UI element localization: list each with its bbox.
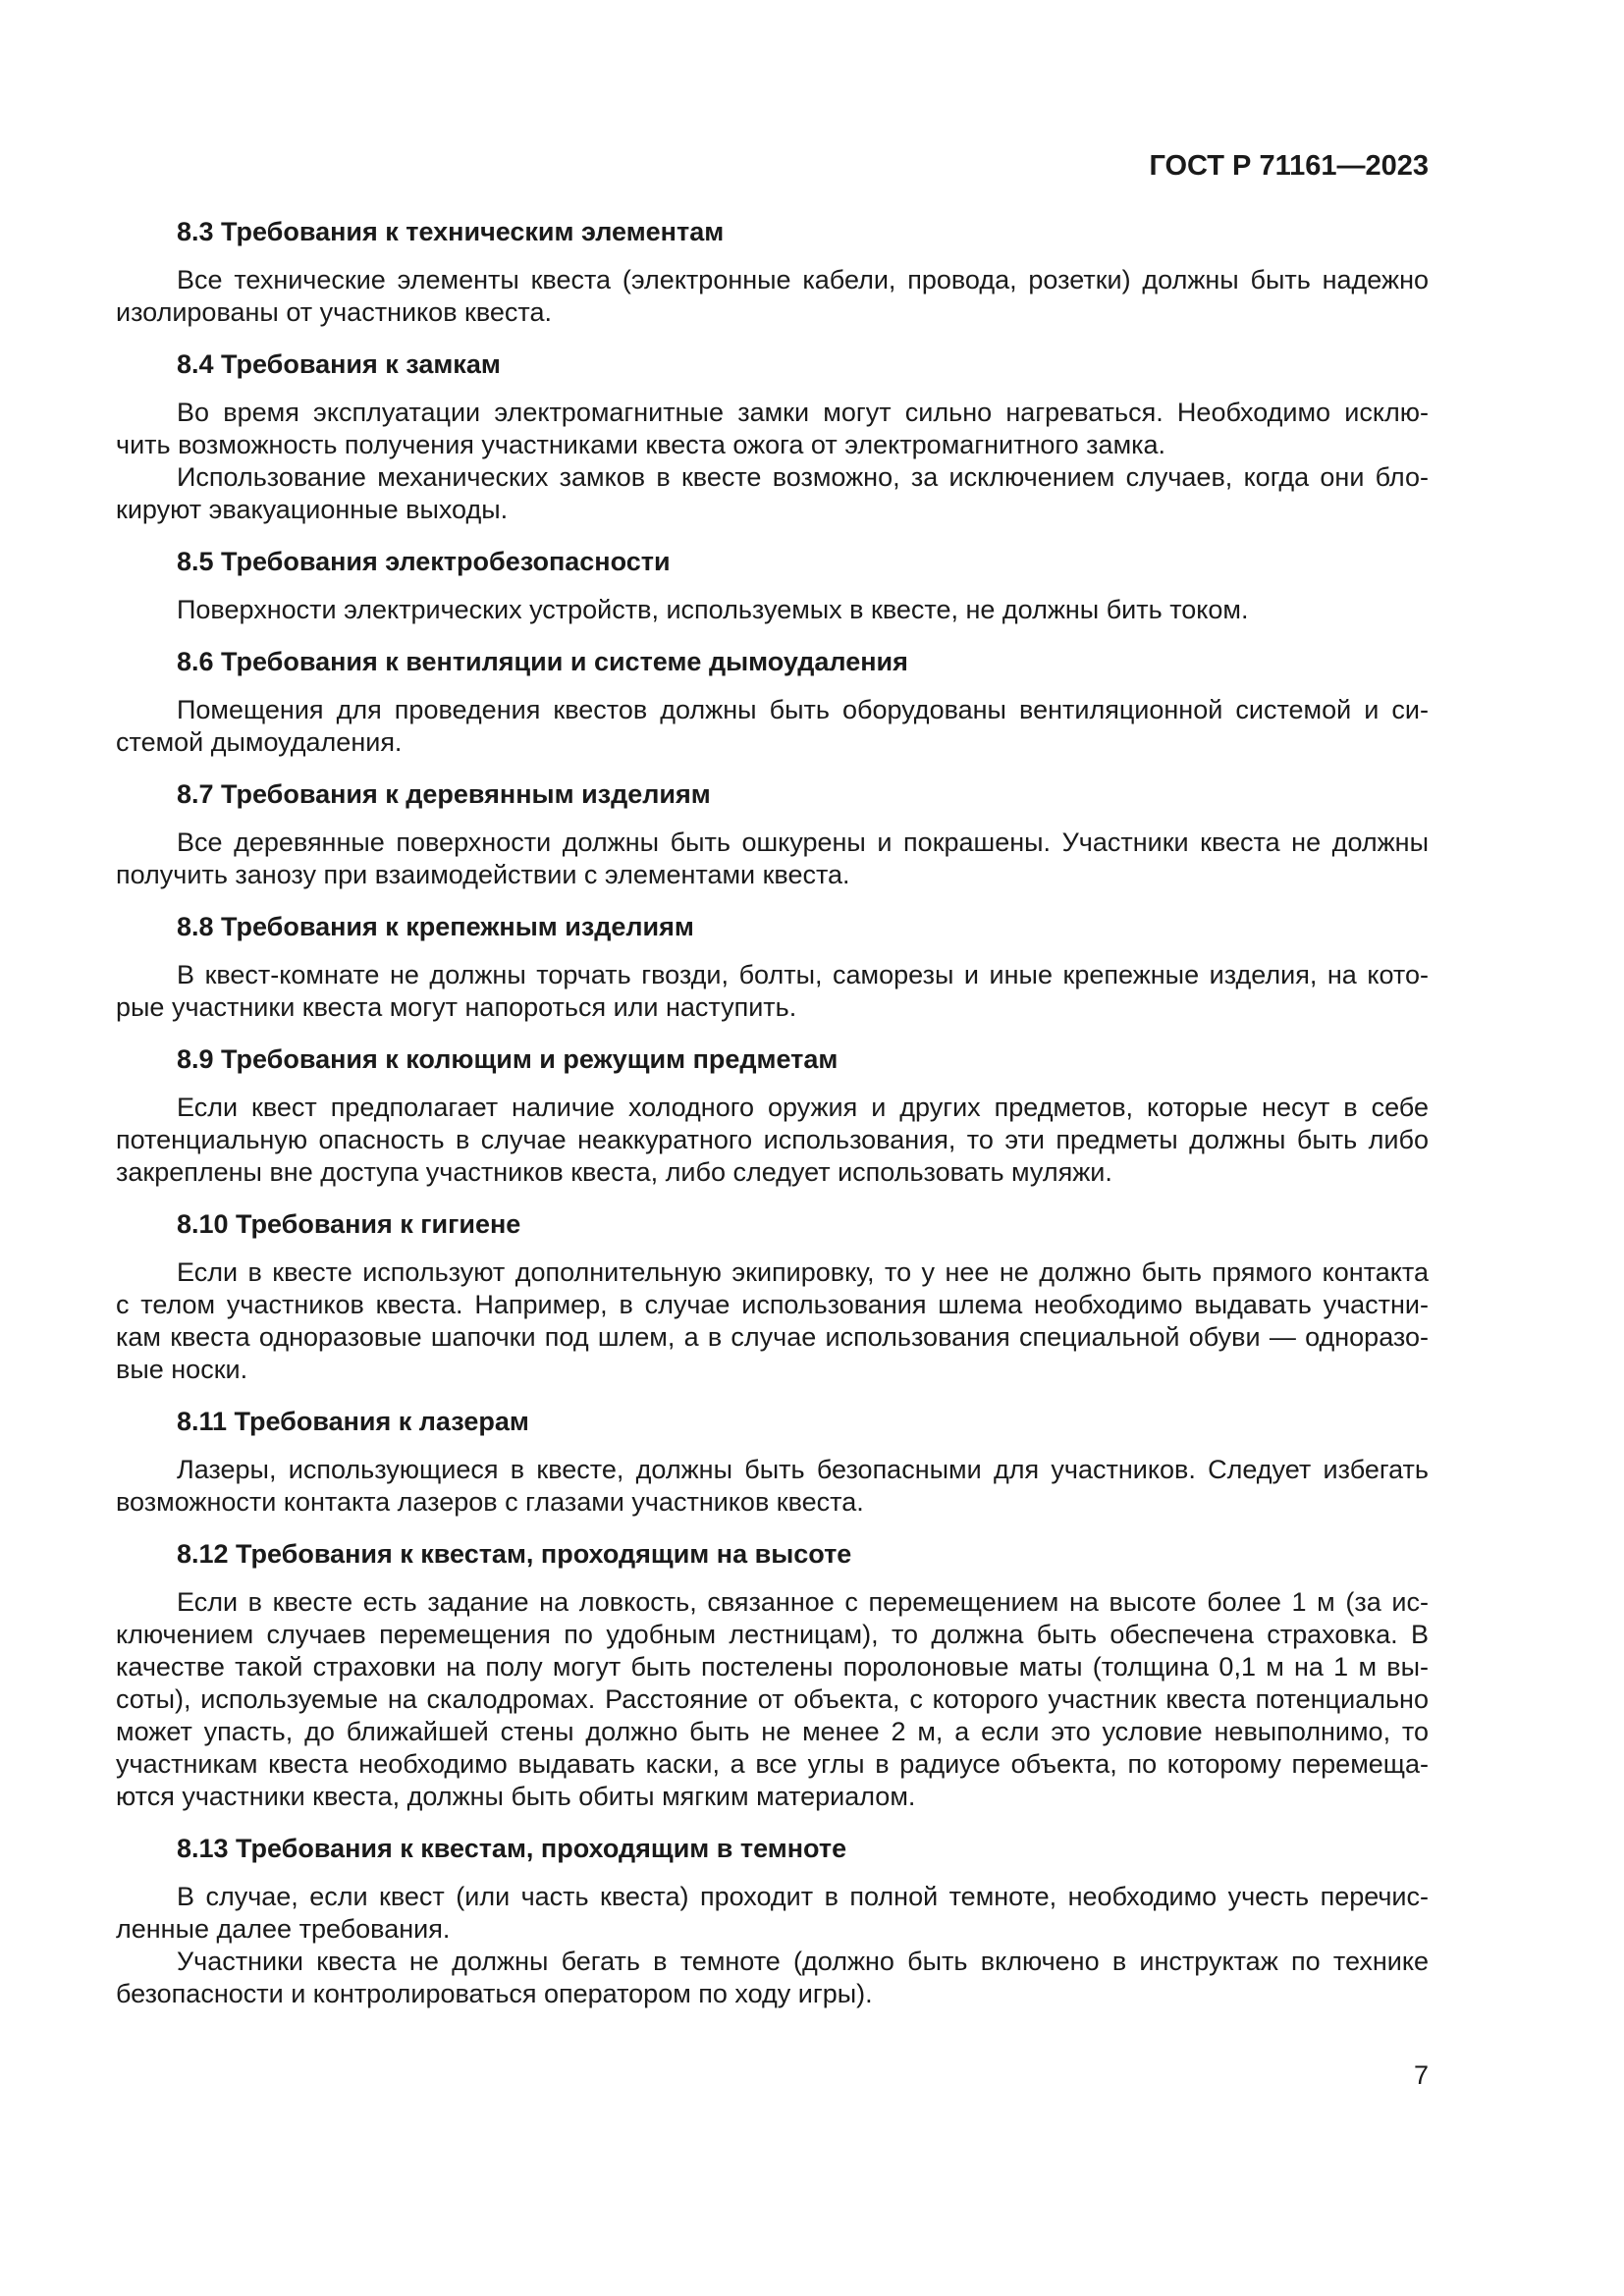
section-heading: 8.7 Требования к деревянным изделиям bbox=[177, 779, 711, 809]
paragraph-line: получить занозу при взаимодействии с элементами квеста. bbox=[116, 860, 850, 889]
paragraph-line: стемой дымоудаления. bbox=[116, 727, 403, 757]
paragraph-line: рые участники квеста могут напороться или наступить. bbox=[116, 992, 797, 1022]
paragraph bbox=[116, 1946, 1429, 2010]
paragraph-line: ются участники квеста, должны быть обиты мягким материалом. bbox=[116, 1782, 916, 1811]
paragraph-line: Участники квеста не должны бегать в темноте (должно быть включено в инструктаж по технике bbox=[177, 1947, 1429, 1976]
paragraph-line: может упасть, до ближайшей стены должно быть не менее 2 м, а если это условие невыполнимо, то bbox=[116, 1717, 1429, 1746]
section-heading: 8.4 Требования к замкам bbox=[177, 349, 501, 379]
paragraph-line: участникам квеста необходимо выдавать каски, а все углы в радиусе объекта, по которому перемеща- bbox=[116, 1749, 1429, 1779]
paragraph bbox=[116, 461, 1429, 526]
paragraph bbox=[116, 959, 1429, 1024]
paragraph bbox=[116, 397, 1429, 461]
paragraph-line: ключением случаев перемещения по удобным лестницам), то должна быть обеспечена страховка. В bbox=[116, 1620, 1429, 1649]
paragraph-line: В квест-комнате не должны торчать гвозди, болты, саморезы и иные крепежные изделия, на кото- bbox=[177, 960, 1429, 989]
section-heading: 8.13 Требования к квестам, проходящим в темноте bbox=[177, 1834, 847, 1863]
paragraph-line: Лазеры, использующиеся в квесте, должны быть безопасными для участников. Следует избегать bbox=[177, 1455, 1429, 1484]
paragraph bbox=[116, 1881, 1429, 1946]
section-heading: 8.10 Требования к гигиене bbox=[177, 1209, 521, 1239]
paragraph-line: кируют эвакуационные выходы. bbox=[116, 495, 509, 524]
sections bbox=[116, 216, 1429, 2010]
section-heading: 8.5 Требования электробезопасности bbox=[177, 547, 671, 576]
paragraph-line: кам квеста одноразовые шапочки под шлем, а в случае использования специальной обуви — одноразо- bbox=[116, 1322, 1429, 1352]
paragraph bbox=[116, 827, 1429, 891]
paragraph-line: Помещения для проведения квестов должны быть оборудованы вентиляционной системой и си- bbox=[177, 695, 1429, 724]
paragraph bbox=[116, 1256, 1429, 1386]
paragraph-line: Все технические элементы квеста (электронные кабели, провода, розетки) должны быть надежно bbox=[177, 265, 1429, 294]
paragraph-line: качестве такой страховки на полу могут быть постелены поролоновые маты (толщина 0,1 м на 1 м вы- bbox=[116, 1652, 1429, 1682]
paragraph-line: потенциальную опасность в случае неаккуратного использования, то эти предметы должны быть либо bbox=[116, 1125, 1429, 1154]
section-heading: 8.9 Требования к колющим и режущим предметам bbox=[177, 1044, 839, 1074]
paragraph-line: ленные далее требования. bbox=[116, 1914, 451, 1944]
section-heading: 8.3 Требования к техническим элементам bbox=[177, 217, 725, 246]
paragraph bbox=[116, 694, 1429, 759]
paragraph-line: Если квест предполагает наличие холодного оружия и других предметов, которые несут в себе bbox=[177, 1093, 1429, 1122]
paragraph-line: соты), используемые на скалодромах. Расстояние от объекта, с которого участник квеста потенциально bbox=[116, 1684, 1429, 1714]
page-number: 7 bbox=[1413, 2060, 1429, 2090]
paragraph-line: Если в квесте есть задание на ловкость, связанное с перемещением на высоте более 1 м (за ис- bbox=[177, 1587, 1429, 1617]
paragraph bbox=[116, 1092, 1429, 1189]
paragraph bbox=[116, 1586, 1429, 1813]
paragraph-line: Поверхности электрических устройств, используемых в квесте, не должны бить током. bbox=[177, 595, 1249, 624]
paragraph bbox=[116, 264, 1429, 329]
paragraph-line: Использование механических замков в квесте возможно, за исключением случаев, когда они бло- bbox=[177, 462, 1429, 492]
paragraph-line: В случае, если квест (или часть квеста) проходит в полной темноте, необходимо учесть перечис- bbox=[177, 1882, 1429, 1911]
paragraph-line: Во время эксплуатации электромагнитные замки могут сильно нагреваться. Необходимо исклю- bbox=[177, 398, 1429, 427]
section-heading: 8.11 Требования к лазерам bbox=[177, 1407, 529, 1436]
paragraph bbox=[116, 594, 1429, 626]
paragraph-line: вые носки. bbox=[116, 1355, 248, 1384]
document-content bbox=[116, 0, 1429, 2010]
paragraph-line: безопасности и контролироваться оператором по ходу игры). bbox=[116, 1979, 873, 2008]
section-heading: 8.12 Требования к квестам, проходящим на высоте bbox=[177, 1539, 852, 1569]
paragraph-line: Если в квесте используют дополнительную экипировку, то у нее не должно быть прямого контакта bbox=[177, 1257, 1429, 1287]
section-heading: 8.6 Требования к вентиляции и системе дымоудаления bbox=[177, 647, 908, 676]
paragraph-line: с телом участников квеста. Например, в случае использования шлема необходимо выдавать участни- bbox=[116, 1290, 1429, 1319]
paragraph-line: возможности контакта лазеров с глазами участников квеста. bbox=[116, 1487, 864, 1517]
paragraph-line: изолированы от участников квеста. bbox=[116, 297, 552, 327]
doc-designation: ГОСТ Р 71161—2023 bbox=[1149, 150, 1429, 182]
paragraph-line: закреплены вне доступа участников квеста, либо следует использовать муляжи. bbox=[116, 1157, 1112, 1187]
paragraph bbox=[116, 1454, 1429, 1519]
paragraph-line: чить возможность получения участниками квеста ожога от электромагнитного замка. bbox=[116, 430, 1166, 459]
section-heading: 8.8 Требования к крепежным изделиям bbox=[177, 912, 694, 941]
paragraph-line: Все деревянные поверхности должны быть ошкурены и покрашены. Участники квеста не должны bbox=[177, 828, 1429, 857]
